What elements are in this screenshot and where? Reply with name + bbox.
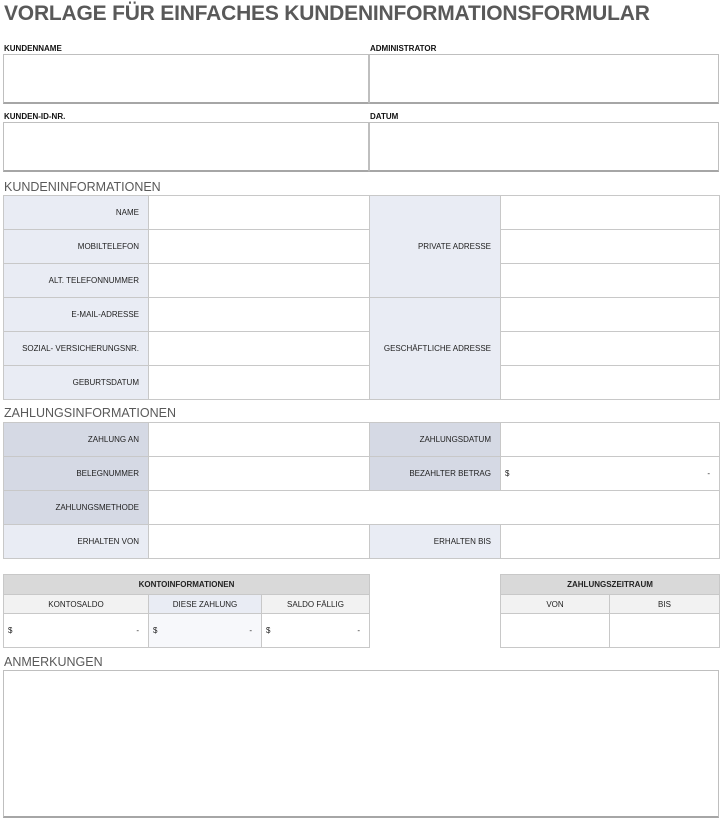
balance-due-header: SALDO FÄLLIG	[262, 595, 370, 614]
amount-paid-input[interactable]	[501, 457, 720, 491]
amount-placeholder: -	[707, 469, 710, 478]
email-input[interactable]	[149, 298, 370, 332]
currency-symbol: $	[266, 626, 271, 635]
received-from-input[interactable]	[149, 525, 370, 559]
private-address-line-2[interactable]	[501, 230, 720, 264]
business-address-line-2[interactable]	[501, 332, 720, 366]
email-label: E-MAIL-ADRESSE	[4, 298, 149, 332]
payment-method-label: ZAHLUNGSMETHODE	[4, 491, 149, 525]
name-label: NAME	[4, 196, 149, 230]
customer-id-field[interactable]	[3, 122, 369, 172]
customer-name-label: KUNDENNAME	[4, 44, 62, 53]
amount-placeholder: -	[357, 626, 360, 635]
received-by-label: ERHALTEN BIS	[370, 525, 501, 559]
receipt-number-input[interactable]	[149, 457, 370, 491]
payment-method-input[interactable]	[149, 491, 720, 525]
paid-to-input[interactable]	[149, 423, 370, 457]
received-by-input[interactable]	[501, 525, 720, 559]
period-to-header: BIS	[610, 595, 720, 614]
alt-phone-label: ALT. TELEFONNUMMER	[4, 264, 149, 298]
account-balance-header: KONTOSALDO	[4, 595, 149, 614]
account-info-table	[3, 574, 370, 648]
customer-id-label: KUNDEN-ID-NR.	[4, 112, 66, 121]
notes-heading: ANMERKUNGEN	[4, 655, 103, 669]
account-balance-input[interactable]	[4, 614, 149, 648]
paid-to-label: ZAHLUNG AN	[4, 423, 149, 457]
birthdate-label: GEBURTSDATUM	[4, 366, 149, 400]
customer-name-field[interactable]	[3, 54, 369, 104]
received-from-label: ERHALTEN VON	[4, 525, 149, 559]
administrator-field[interactable]	[369, 54, 719, 104]
period-from-header: VON	[501, 595, 610, 614]
administrator-label: ADMINISTRATOR	[370, 44, 437, 53]
page-title: VORLAGE FÜR EINFACHES KUNDENINFORMATIONSFORMULAR	[4, 2, 650, 25]
birthdate-input[interactable]	[149, 366, 370, 400]
date-label: DATUM	[370, 112, 399, 121]
currency-symbol: $	[505, 469, 510, 478]
alt-phone-input[interactable]	[149, 264, 370, 298]
this-payment-header: DIESE ZAHLUNG	[149, 595, 262, 614]
mobile-label: MOBILTELEFON	[4, 230, 149, 264]
period-to-input[interactable]	[610, 614, 720, 648]
payment-period-table	[500, 574, 720, 648]
payment-date-input[interactable]	[501, 423, 720, 457]
name-input[interactable]	[149, 196, 370, 230]
mobile-input[interactable]	[149, 230, 370, 264]
private-address-line-1[interactable]	[501, 196, 720, 230]
customer-info-heading: KUNDENINFORMATIONEN	[4, 180, 161, 194]
currency-symbol: $	[8, 626, 13, 635]
private-address-label: PRIVATE ADRESSE	[370, 196, 501, 298]
customer-info-table	[3, 195, 720, 400]
payment-info-heading: ZAHLUNGSINFORMATIONEN	[4, 406, 176, 420]
ssn-input[interactable]	[149, 332, 370, 366]
payment-info-table	[3, 422, 720, 559]
balance-due-input[interactable]	[262, 614, 370, 648]
amount-paid-label: BEZAHLTER BETRAG	[370, 457, 501, 491]
currency-symbol: $	[153, 626, 158, 635]
period-from-input[interactable]	[501, 614, 610, 648]
account-info-heading: KONTOINFORMATIONEN	[4, 575, 370, 595]
notes-field[interactable]	[3, 670, 719, 818]
business-address-line-3[interactable]	[501, 366, 720, 400]
payment-date-label: ZAHLUNGSDATUM	[370, 423, 501, 457]
ssn-label: SOZIAL- VERSICHERUNGSNR.	[4, 332, 149, 366]
business-address-line-1[interactable]	[501, 298, 720, 332]
business-address-label: GESCHÄFTLICHE ADRESSE	[370, 298, 501, 400]
amount-placeholder: -	[136, 626, 139, 635]
private-address-line-3[interactable]	[501, 264, 720, 298]
amount-placeholder: -	[249, 626, 252, 635]
this-payment-input[interactable]	[149, 614, 262, 648]
payment-period-heading: ZAHLUNGSZEITRAUM	[501, 575, 720, 595]
receipt-number-label: BELEGNUMMER	[4, 457, 149, 491]
date-field[interactable]	[369, 122, 719, 172]
